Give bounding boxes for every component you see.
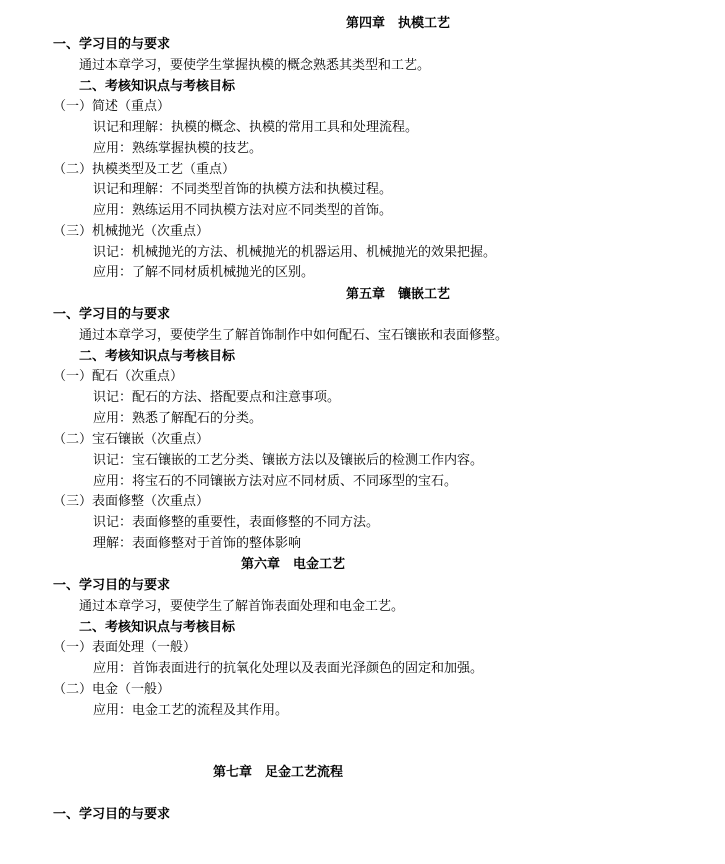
- chapter-4-section-1-heading: （一）简述（重点）: [53, 99, 171, 114]
- chapter-6-points-heading: 二、考核知识点与考核目标: [79, 620, 236, 635]
- chapter-5-section-1-line-2: 应用：熟悉了解配石的分类。: [93, 411, 263, 426]
- chapter-5-points-heading: 二、考核知识点与考核目标: [79, 349, 236, 364]
- chapter-4-section-2-line-2: 应用：熟练运用不同执模方法对应不同类型的首饰。: [93, 203, 393, 218]
- chapter-4-goal-text: 通过本章学习，要使学生掌握执模的概念熟悉其类型和工艺。: [79, 58, 431, 73]
- chapter-4-goal-heading: 一、学习目的与要求: [53, 37, 171, 52]
- chapter-5-goal-text: 通过本章学习，要使学生了解首饰制作中如何配石、宝石镶嵌和表面修整。: [79, 328, 509, 343]
- chapter-6-section-2-line-1: 应用：电金工艺的流程及其作用。: [93, 703, 289, 718]
- chapter-5-section-2-line-1: 识记：宝石镶嵌的工艺分类、镶嵌方法以及镶嵌后的检测工作内容。: [93, 453, 484, 468]
- chapter-5-title: 第五章 镶嵌工艺: [346, 287, 451, 302]
- chapter-5-section-1-heading: （一）配石（次重点）: [53, 369, 184, 384]
- chapter-6-title: 第六章 电金工艺: [241, 557, 346, 572]
- chapter-4-section-2-heading: （二）执模类型及工艺（重点）: [53, 162, 236, 177]
- chapter-5-section-3-heading: （三）表面修整（次重点）: [53, 494, 210, 509]
- chapter-4-section-1-line-2: 应用：熟练掌握执模的技艺。: [93, 141, 263, 156]
- chapter-4-section-1-line-1: 识记和理解：执模的概念、执模的常用工具和处理流程。: [93, 120, 419, 135]
- chapter-7-title: 第七章 足金工艺流程: [213, 765, 344, 780]
- chapter-6-goal-heading: 一、学习目的与要求: [53, 578, 171, 593]
- chapter-7-goal-heading: 一、学习目的与要求: [53, 807, 171, 822]
- chapter-6-goal-text: 通过本章学习，要使学生了解首饰表面处理和电金工艺。: [79, 599, 405, 614]
- chapter-4-section-3-heading: （三）机械抛光（次重点）: [53, 224, 210, 239]
- chapter-5-section-3-line-1: 识记：表面修整的重要性，表面修整的不同方法。: [93, 515, 380, 530]
- chapter-4-section-2-line-1: 识记和理解：不同类型首饰的执模方法和执模过程。: [93, 182, 393, 197]
- chapter-4-section-3-line-2: 应用：了解不同材质机械抛光的区别。: [93, 265, 315, 280]
- chapter-6-section-1-heading: （一）表面处理（一般）: [53, 640, 197, 655]
- chapter-5-section-1-line-1: 识记：配石的方法、搭配要点和注意事项。: [93, 390, 341, 405]
- chapter-5-section-3-line-2: 理解：表面修整对于首饰的整体影响: [93, 536, 302, 551]
- chapter-6-section-2-heading: （二）电金（一般）: [53, 682, 171, 697]
- chapter-5-section-2-line-2: 应用：将宝石的不同镶嵌方法对应不同材质、不同琢型的宝石。: [93, 474, 458, 489]
- chapter-5-goal-heading: 一、学习目的与要求: [53, 307, 171, 322]
- chapter-6-section-1-line-1: 应用：首饰表面进行的抗氧化处理以及表面光泽颜色的固定和加强。: [93, 661, 484, 676]
- chapter-5-section-2-heading: （二）宝石镶嵌（次重点）: [53, 432, 210, 447]
- chapter-4-title: 第四章 执模工艺: [346, 16, 451, 31]
- chapter-4-section-3-line-1: 识记：机械抛光的方法、机械抛光的机器运用、机械抛光的效果把握。: [93, 245, 497, 260]
- chapter-4-points-heading: 二、考核知识点与考核目标: [79, 79, 236, 94]
